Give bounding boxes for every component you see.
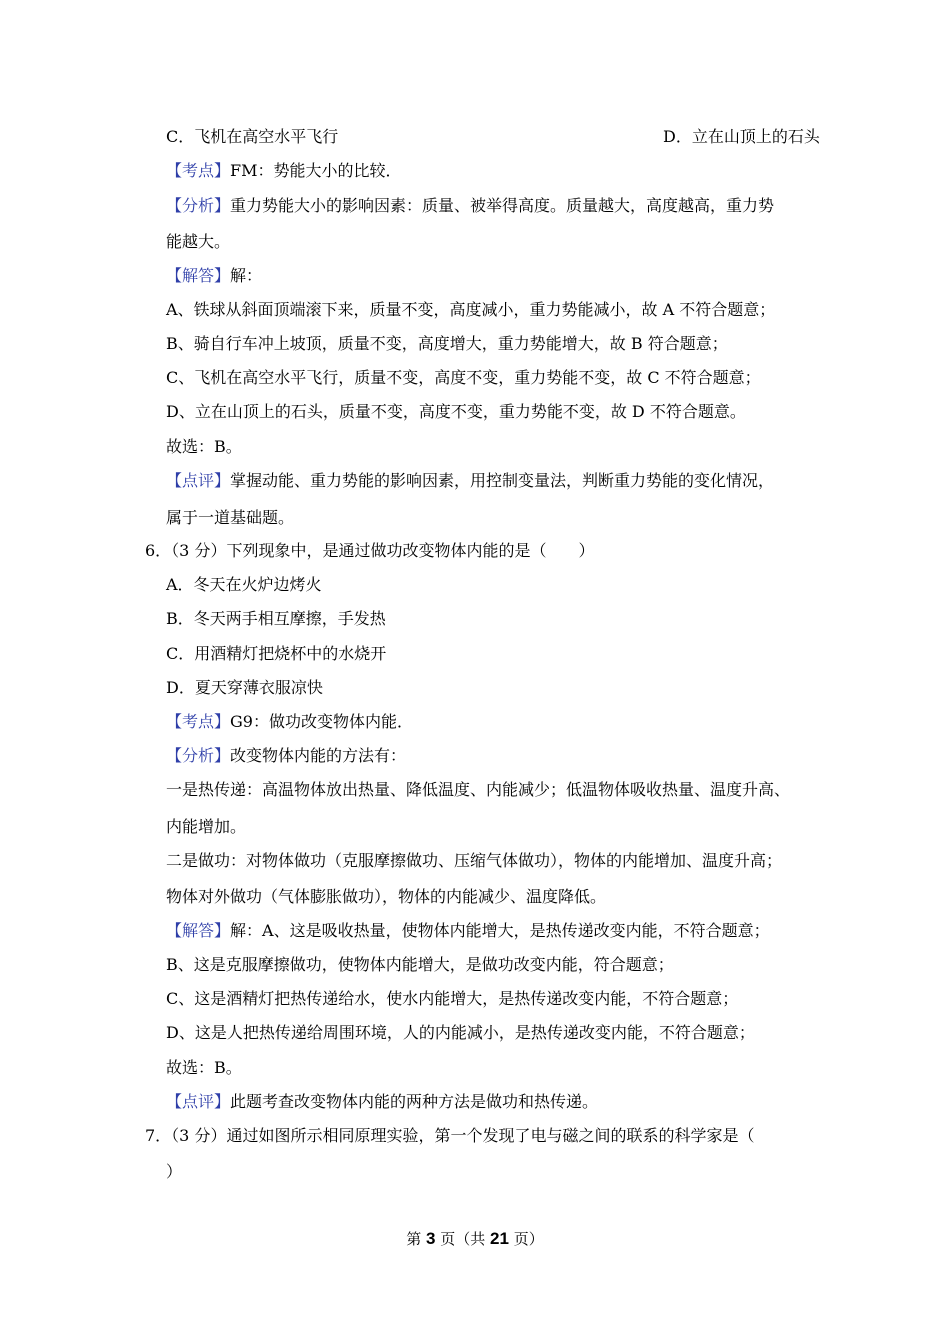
- q6-fenxi-line-1: 一是热传递：高温物体放出热量、降低温度、内能减少；低温物体吸收热量、温度升高、: [166, 780, 791, 799]
- q5-dianping: [166, 471, 774, 491]
- dianping-tag: 【点评】: [166, 471, 231, 490]
- q6-fenxi-line-4: 物体对外做功（气体膨胀做功），物体的内能减少、温度降低。: [166, 887, 607, 906]
- q7-stem-cont: ）: [166, 1162, 183, 1181]
- jieda-tag: 【解答】: [166, 266, 231, 285]
- kaodian-tag: 【考点】: [166, 712, 231, 731]
- q6-option-d: D．夏天穿薄衣服凉快: [166, 678, 323, 697]
- q6-option-a: A．冬天在火炉边烤火: [166, 575, 322, 594]
- q6-option-b: B．冬天两手相互摩擦，手发热: [166, 609, 386, 628]
- q5-option-d: D．立在山顶上的石头: [663, 127, 820, 146]
- kaodian-text: FM：势能大小的比较．: [230, 161, 402, 180]
- dianping-text: 掌握动能、重力势能的影响因素，用控制变量法，判断重力势能的变化情况，: [230, 471, 775, 490]
- q5-jieda: [166, 266, 262, 286]
- fenxi-text: 改变物体内能的方法有：: [230, 746, 407, 765]
- page-footer: [0, 1228, 950, 1249]
- q5-kaodian: [166, 161, 402, 181]
- q6-stem: 6．（3 分）下列现象中，是通过做功改变物体内能的是（ ）: [145, 541, 595, 560]
- kaodian-tag: 【考点】: [166, 161, 231, 180]
- jieda-tag: 【解答】: [166, 921, 231, 940]
- dianping-text: 此题考查改变物体内能的两种方法是做功和热传递。: [230, 1092, 599, 1111]
- q5-fenxi-cont: 能越大。: [166, 232, 231, 251]
- q5-fenxi: [166, 196, 774, 216]
- q5-answer-a: A、铁球从斜面顶端滚下来，质量不变，高度减小，重力势能减小，故 A 不符合题意；: [166, 300, 776, 319]
- q6-fenxi: [166, 746, 406, 766]
- jieda-text: 解：A、这是吸收热量，使物体内能增大，是热传递改变内能，不符合题意；: [230, 921, 770, 940]
- q7-stem: 7．（3 分）通过如图所示相同原理实验，第一个发现了电与磁之间的联系的科学家是（: [145, 1126, 755, 1145]
- kaodian-text: G9：做功改变物体内能．: [230, 712, 413, 731]
- page-total: 21: [490, 1229, 509, 1248]
- footer-suffix: 页）: [508, 1230, 544, 1248]
- q6-fenxi-line-3: 二是做功：对物体做功（克服摩擦做功、压缩气体做功），物体的内能增加、温度升高；: [166, 851, 783, 870]
- q6-dianping: [166, 1092, 598, 1112]
- q6-choice: 故选：B。: [166, 1058, 242, 1077]
- q5-answer-c: C、飞机在高空水平飞行，质量不变，高度不变，重力势能不变，故 C 不符合题意；: [166, 368, 761, 387]
- q6-answer-c: C、这是酒精灯把热传递给水，使水内能增大，是热传递改变内能，不符合题意；: [166, 989, 739, 1008]
- q5-choice: 故选：B。: [166, 437, 242, 456]
- q5-option-c: C．飞机在高空水平飞行: [166, 127, 339, 146]
- fenxi-text: 重力势能大小的影响因素：质量、被举得高度。质量越大，高度越高，重力势: [230, 196, 775, 215]
- dianping-tag: 【点评】: [166, 1092, 231, 1111]
- q6-fenxi-line-2: 内能增加。: [166, 817, 247, 836]
- q6-kaodian: [166, 712, 413, 732]
- jieda-text: 解：: [230, 266, 263, 285]
- q6-option-c: C．用酒精灯把烧杯中的水烧开: [166, 644, 387, 663]
- q6-jieda: [166, 921, 770, 941]
- q5-dianping-cont: 属于一道基础题。: [166, 508, 295, 527]
- fenxi-tag: 【分析】: [166, 746, 231, 765]
- q6-answer-d: D、这是人把热传递给周围环境，人的内能减小，是热传递改变内能，不符合题意；: [166, 1023, 755, 1042]
- q5-option-c-row: [166, 127, 820, 147]
- page-number: 3: [426, 1229, 436, 1248]
- q5-answer-d: D、立在山顶上的石头，质量不变，高度不变，重力势能不变，故 D 不符合题意。: [166, 402, 746, 421]
- q6-answer-b: B、这是克服摩擦做功，使物体内能增大，是做功改变内能，符合题意；: [166, 955, 674, 974]
- q5-answer-b: B、骑自行车冲上坡顶，质量不变，高度增大，重力势能增大，故 B 符合题意；: [166, 334, 728, 353]
- fenxi-tag: 【分析】: [166, 196, 231, 215]
- footer-prefix: 第: [406, 1230, 427, 1248]
- footer-middle: 页（共: [435, 1230, 491, 1248]
